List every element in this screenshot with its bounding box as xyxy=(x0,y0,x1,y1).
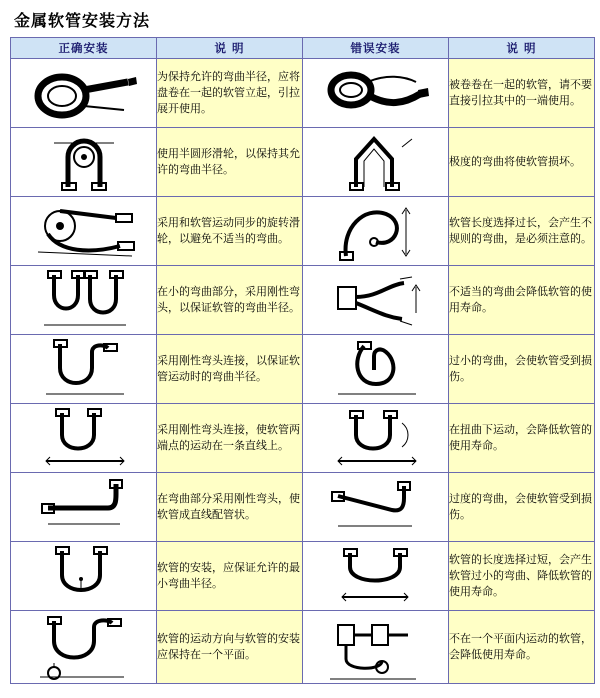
table-row xyxy=(11,266,595,335)
header-wrong-note: 说 明 xyxy=(449,38,595,59)
figure-rigid-bend-small-radius-icon xyxy=(11,266,157,335)
note-correct: 软管的安装，应保证允许的最小弯曲半径。 xyxy=(157,542,303,611)
table-header-row xyxy=(11,38,595,59)
note-correct: 使用半圆形滑轮，以保持其允许的弯曲半径。 xyxy=(157,128,303,197)
note-wrong: 软管长度选择过长，会产生不规则的弯曲，是必须注意的。 xyxy=(449,197,595,266)
figure-out-of-plane-movement-icon xyxy=(303,611,449,684)
figure-improper-bend-icon xyxy=(303,266,449,335)
figure-synchronized-rotating-pulley-icon xyxy=(11,197,157,266)
figure-sharp-bend-hose-icon xyxy=(303,128,449,197)
table-row xyxy=(11,59,595,128)
table-row xyxy=(11,542,595,611)
note-wrong: 被卷卷在一起的软管，请不要直接引拉其中的一端使用。 xyxy=(449,59,595,128)
figure-half-round-pulley-icon xyxy=(11,128,157,197)
figure-u-bend-straight-line-icon xyxy=(11,404,157,473)
note-correct: 采用刚性弯头连接，使软管两端点的运动在一条直线上。 xyxy=(157,404,303,473)
note-wrong: 软管的长度选择过短，会产生软管过小的弯曲、降低软管的使用寿命。 xyxy=(449,542,595,611)
table-row xyxy=(11,404,595,473)
page-title: 金属软管安装方法 xyxy=(14,11,151,30)
figure-twisted-bend-icon xyxy=(303,404,449,473)
figure-straight-pipe-elbow-icon xyxy=(11,473,157,542)
note-correct: 为保持允许的弯曲半径，应将盘卷在一起的软管立起，引拉展开使用。 xyxy=(157,59,303,128)
header-correct-install: 正确安装 xyxy=(11,38,157,59)
figure-coiled-hose-roll-icon xyxy=(11,59,157,128)
note-wrong: 过小的弯曲，会使软管受到损伤。 xyxy=(449,335,595,404)
figure-excessive-bend-icon xyxy=(303,473,449,542)
note-correct: 采用和软管运动同步的旋转滑轮，以避免不适当的弯曲。 xyxy=(157,197,303,266)
note-correct: 软管的运动方向与软管的安装应保持在一个平面。 xyxy=(157,611,303,684)
table-row xyxy=(11,611,595,684)
figure-same-plane-movement-icon xyxy=(11,611,157,684)
header-correct-note: 说 明 xyxy=(157,38,303,59)
note-wrong: 在扭曲下运动，会降低软管的使用寿命。 xyxy=(449,404,595,473)
note-correct: 在弯曲部分采用刚性弯头，使软管成直线配管状。 xyxy=(157,473,303,542)
note-wrong: 不适当的弯曲会降低软管的使用寿命。 xyxy=(449,266,595,335)
note-correct: 采用刚性弯头连接，以保证软管运动时的弯曲半径。 xyxy=(157,335,303,404)
table-row xyxy=(11,128,595,197)
note-wrong: 不在一个平面内运动的软管，会降低使用寿命。 xyxy=(449,611,595,684)
figure-too-small-bend-icon xyxy=(303,335,449,404)
figure-coiled-hose-pulled-icon xyxy=(303,59,449,128)
figure-over-length-hose-icon xyxy=(303,542,449,611)
figure-rigid-elbow-connection-icon xyxy=(11,335,157,404)
figure-minimum-bend-radius-icon xyxy=(11,542,157,611)
figure-loose-long-hose-icon xyxy=(303,197,449,266)
header-wrong-install: 错误安装 xyxy=(303,38,449,59)
table-row xyxy=(11,335,595,404)
installation-method-table xyxy=(10,37,595,684)
note-wrong: 极度的弯曲将使软管损坏。 xyxy=(449,128,595,197)
note-correct: 在小的弯曲部分，采用刚性弯头，以保证软管的弯曲半径。 xyxy=(157,266,303,335)
note-wrong: 过度的弯曲，会使软管受到损伤。 xyxy=(449,473,595,542)
table-row xyxy=(11,473,595,542)
table-row xyxy=(11,197,595,266)
